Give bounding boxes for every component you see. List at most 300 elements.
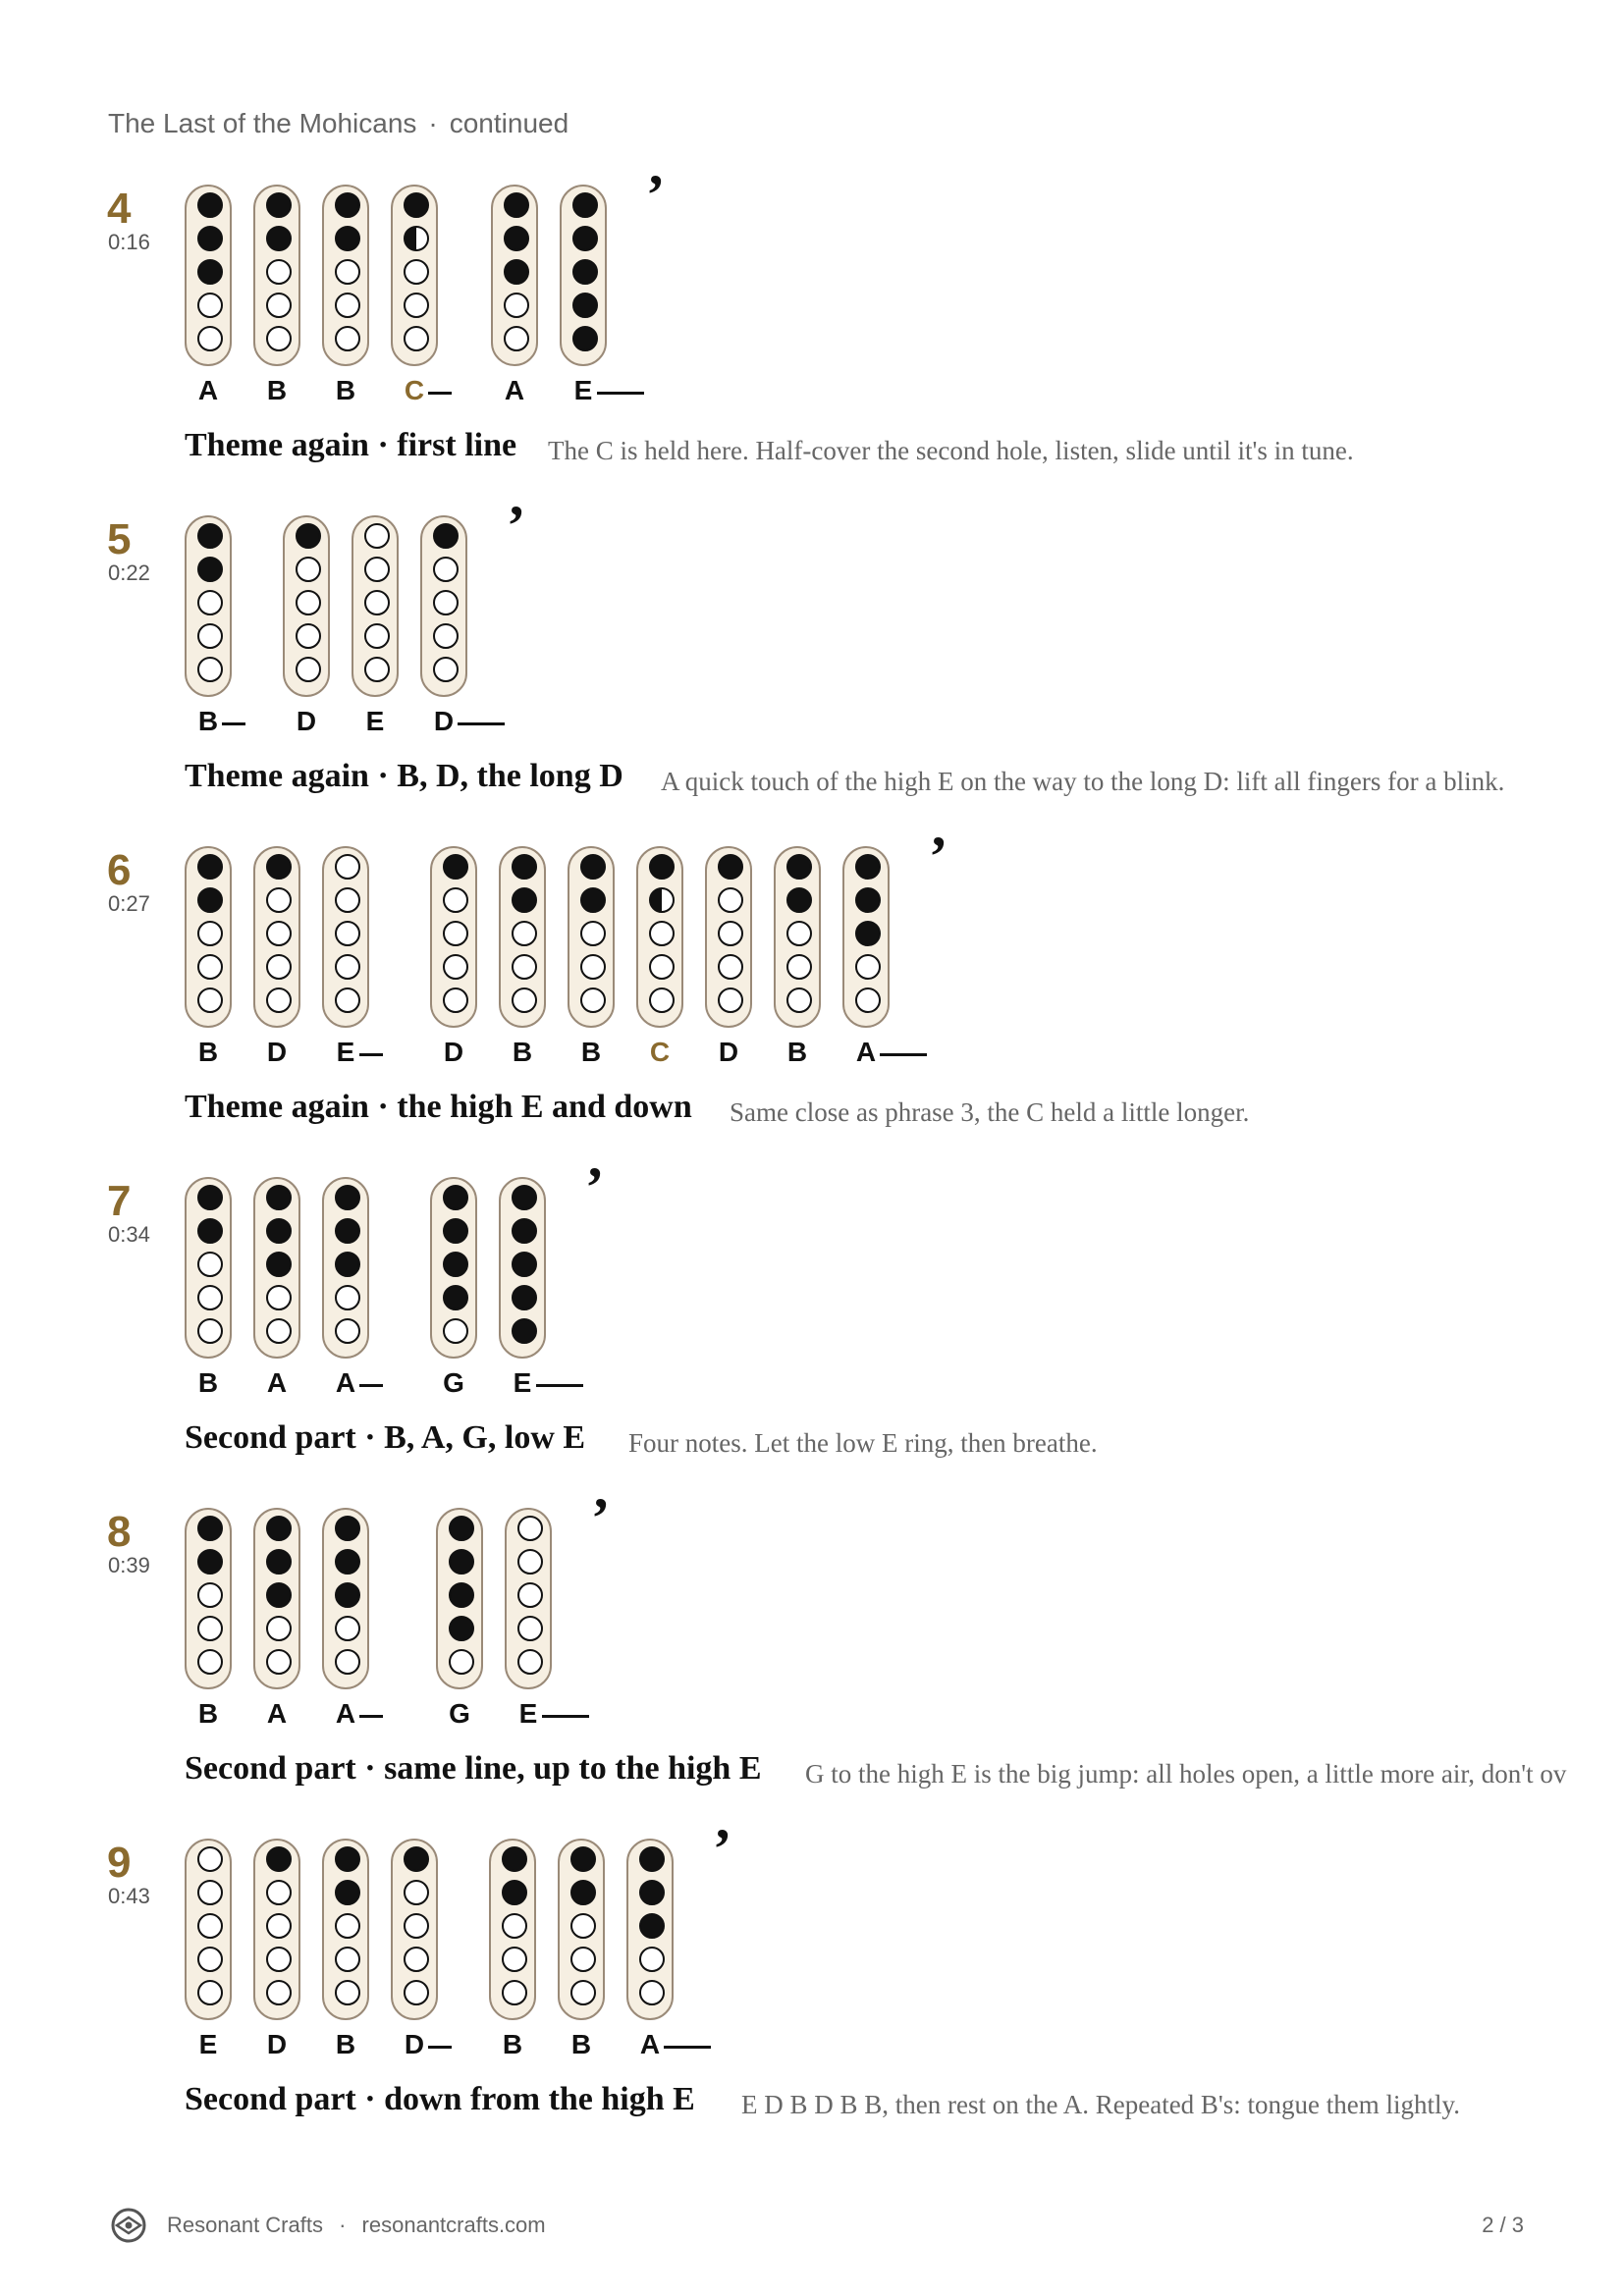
- open-hole-icon: [718, 988, 743, 1013]
- open-hole-icon: [404, 1913, 429, 1939]
- open-hole-icon: [718, 921, 743, 946]
- open-hole-icon: [855, 988, 881, 1013]
- phrase-time: 0:34: [108, 1222, 150, 1247]
- open-hole-icon: [404, 1947, 429, 1972]
- open-hole-icon: [197, 1846, 223, 1872]
- covered-hole-icon: [266, 1549, 292, 1575]
- note-label: D: [433, 706, 455, 736]
- phrase-7: [0, 1155, 1624, 1508]
- covered-hole-icon: [266, 1218, 292, 1244]
- open-hole-icon: [197, 1649, 223, 1675]
- open-hole-icon: [335, 887, 360, 913]
- covered-hole-icon: [786, 854, 812, 880]
- open-hole-icon: [512, 988, 537, 1013]
- fingering-chart: [322, 1508, 369, 1689]
- breath-mark-icon: ’: [646, 163, 666, 227]
- note-label: A: [639, 2029, 661, 2059]
- fingering-chart: [185, 846, 232, 1028]
- open-hole-icon: [512, 954, 537, 980]
- open-hole-icon: [266, 921, 292, 946]
- phrase-tip: E D B D B B, then rest on the A. Repeated B's: tongue them lightly.: [741, 2090, 1461, 2119]
- hold-line: [359, 1715, 383, 1718]
- breath-mark-icon: ’: [929, 825, 948, 888]
- covered-hole-icon: [335, 226, 360, 251]
- open-hole-icon: [266, 1980, 292, 2005]
- fingering-chart: [322, 1839, 369, 2020]
- covered-hole-icon: [572, 226, 598, 251]
- covered-hole-icon: [266, 854, 292, 880]
- fingering-chart: [391, 185, 438, 366]
- running-header: [108, 108, 568, 139]
- open-hole-icon: [443, 887, 468, 913]
- phrase-tip: Four notes. Let the low E ring, then breathe.: [628, 1428, 1098, 1458]
- note-label: B: [580, 1037, 602, 1067]
- covered-hole-icon: [572, 259, 598, 285]
- fingering-chart: [499, 846, 546, 1028]
- open-hole-icon: [364, 590, 390, 615]
- open-hole-icon: [335, 1285, 360, 1310]
- hold-line: [542, 1715, 589, 1718]
- covered-hole-icon: [335, 1846, 360, 1872]
- open-hole-icon: [296, 590, 321, 615]
- note-label: B: [197, 706, 219, 736]
- fingering-chart: [560, 185, 607, 366]
- covered-hole-icon: [335, 1218, 360, 1244]
- note-label: D: [266, 1037, 288, 1067]
- phrase-time: 0:39: [108, 1553, 150, 1577]
- covered-hole-icon: [433, 523, 459, 549]
- open-hole-icon: [335, 259, 360, 285]
- open-hole-icon: [443, 1318, 468, 1344]
- covered-hole-icon: [855, 854, 881, 880]
- fingering-chart: [185, 1177, 232, 1359]
- open-hole-icon: [449, 1649, 474, 1675]
- footer-site-link[interactable]: resonantcrafts.com: [361, 2213, 546, 2237]
- open-hole-icon: [266, 293, 292, 318]
- fingering-chart: [774, 846, 821, 1028]
- phrase-number: 4: [107, 185, 132, 233]
- phrase-number: 5: [107, 515, 132, 563]
- phrase-9: [0, 1817, 1624, 2169]
- covered-hole-icon: [335, 1516, 360, 1541]
- covered-hole-icon: [786, 887, 812, 913]
- covered-hole-icon: [197, 259, 223, 285]
- fingering-chart: [185, 1839, 232, 2020]
- covered-hole-icon: [449, 1616, 474, 1641]
- open-hole-icon: [335, 988, 360, 1013]
- covered-hole-icon: [335, 1582, 360, 1608]
- note-label: B: [335, 2029, 356, 2059]
- note-label: A: [266, 1367, 288, 1398]
- footer-separator: ·: [339, 2213, 347, 2237]
- open-hole-icon: [266, 1616, 292, 1641]
- open-hole-icon: [649, 988, 675, 1013]
- covered-hole-icon: [197, 887, 223, 913]
- phrase-time: 0:43: [108, 1884, 150, 1908]
- note-label: A: [855, 1037, 877, 1067]
- open-hole-icon: [335, 854, 360, 880]
- covered-hole-icon: [570, 1846, 596, 1872]
- open-hole-icon: [266, 326, 292, 351]
- phrase-tip: Same close as phrase 3, the C held a little longer.: [730, 1097, 1250, 1127]
- open-hole-icon: [855, 954, 881, 980]
- covered-hole-icon: [443, 1285, 468, 1310]
- open-hole-icon: [364, 623, 390, 649]
- open-hole-icon: [580, 988, 606, 1013]
- open-hole-icon: [517, 1649, 543, 1675]
- fingering-chart: [185, 1508, 232, 1689]
- open-hole-icon: [433, 590, 459, 615]
- open-hole-icon: [197, 1947, 223, 1972]
- covered-hole-icon: [649, 854, 675, 880]
- phrase-number: 8: [107, 1508, 132, 1556]
- hold-line: [880, 1053, 927, 1056]
- covered-hole-icon: [335, 192, 360, 218]
- page-number: 2 / 3: [1482, 2213, 1524, 2237]
- covered-hole-icon: [197, 1185, 223, 1210]
- open-hole-icon: [197, 954, 223, 980]
- open-hole-icon: [266, 988, 292, 1013]
- phrase-5: [0, 494, 1624, 846]
- open-hole-icon: [266, 1947, 292, 1972]
- open-hole-icon: [266, 259, 292, 285]
- fingering-chart: [322, 846, 369, 1028]
- phrase-title: Theme again · first line: [185, 427, 517, 463]
- covered-hole-icon: [443, 1185, 468, 1210]
- open-hole-icon: [296, 623, 321, 649]
- covered-hole-icon: [504, 192, 529, 218]
- open-hole-icon: [570, 1913, 596, 1939]
- covered-hole-icon: [197, 1549, 223, 1575]
- covered-hole-icon: [266, 226, 292, 251]
- hold-line: [428, 392, 452, 395]
- footer-brand: Resonant Crafts: [167, 2213, 323, 2237]
- resonant-crafts-logo-icon: [110, 2207, 147, 2244]
- covered-hole-icon: [404, 1846, 429, 1872]
- open-hole-icon: [580, 954, 606, 980]
- fingering-chart: [568, 846, 615, 1028]
- fingering-chart: [626, 1839, 674, 2020]
- open-hole-icon: [197, 921, 223, 946]
- note-label: A: [335, 1367, 356, 1398]
- fingering-chart: [489, 1839, 536, 2020]
- covered-hole-icon: [266, 1185, 292, 1210]
- covered-hole-icon: [572, 293, 598, 318]
- fingering-chart: [705, 846, 752, 1028]
- covered-hole-icon: [449, 1516, 474, 1541]
- open-hole-icon: [404, 326, 429, 351]
- fingering-chart: [436, 1508, 483, 1689]
- covered-hole-icon: [335, 1185, 360, 1210]
- note-label: B: [266, 375, 288, 405]
- open-hole-icon: [504, 326, 529, 351]
- note-label: A: [197, 375, 219, 405]
- open-hole-icon: [335, 293, 360, 318]
- note-label: D: [296, 706, 317, 736]
- covered-hole-icon: [512, 854, 537, 880]
- open-hole-icon: [266, 1285, 292, 1310]
- covered-hole-icon: [512, 1252, 537, 1277]
- covered-hole-icon: [266, 1252, 292, 1277]
- open-hole-icon: [197, 1285, 223, 1310]
- covered-hole-icon: [572, 192, 598, 218]
- open-hole-icon: [335, 954, 360, 980]
- open-hole-icon: [266, 1913, 292, 1939]
- half-covered-hole-icon: [404, 226, 429, 251]
- phrase-number: 7: [107, 1177, 132, 1225]
- half-covered-hole-icon: [649, 887, 675, 913]
- covered-hole-icon: [449, 1582, 474, 1608]
- open-hole-icon: [404, 1980, 429, 2005]
- hold-line: [458, 722, 505, 725]
- fingering-chart: [430, 846, 477, 1028]
- covered-hole-icon: [266, 192, 292, 218]
- fingering-chart: [505, 1508, 552, 1689]
- open-hole-icon: [443, 921, 468, 946]
- open-hole-icon: [296, 557, 321, 582]
- open-hole-icon: [517, 1582, 543, 1608]
- open-hole-icon: [197, 1616, 223, 1641]
- covered-hole-icon: [855, 887, 881, 913]
- covered-hole-icon: [197, 1218, 223, 1244]
- phrase-8: [0, 1486, 1624, 1839]
- covered-hole-icon: [266, 1516, 292, 1541]
- open-hole-icon: [512, 921, 537, 946]
- open-hole-icon: [197, 1913, 223, 1939]
- breath-mark-icon: ’: [507, 494, 526, 558]
- note-label: D: [718, 1037, 739, 1067]
- covered-hole-icon: [570, 1880, 596, 1905]
- hold-line: [536, 1384, 583, 1387]
- phrase-title: Second part · B, A, G, low E: [185, 1419, 586, 1456]
- note-label: G: [443, 1367, 464, 1398]
- fingering-chart: [322, 1177, 369, 1359]
- open-hole-icon: [364, 557, 390, 582]
- fingering-chart: [430, 1177, 477, 1359]
- open-hole-icon: [197, 1980, 223, 2005]
- note-label: B: [197, 1367, 219, 1398]
- phrase-number: 9: [107, 1839, 132, 1887]
- hold-line: [222, 722, 245, 725]
- open-hole-icon: [335, 1649, 360, 1675]
- open-hole-icon: [649, 921, 675, 946]
- note-label: E: [365, 706, 385, 736]
- note-label: E: [573, 375, 593, 405]
- note-label: D: [443, 1037, 464, 1067]
- open-hole-icon: [197, 988, 223, 1013]
- note-label: B: [197, 1698, 219, 1729]
- breath-mark-icon: ’: [591, 1486, 611, 1550]
- fingering-chart: [185, 515, 232, 697]
- note-label: B: [786, 1037, 808, 1067]
- open-hole-icon: [517, 1549, 543, 1575]
- hold-line: [664, 2046, 711, 2049]
- covered-hole-icon: [266, 1846, 292, 1872]
- open-hole-icon: [266, 1649, 292, 1675]
- phrase-time: 0:16: [108, 230, 150, 254]
- covered-hole-icon: [404, 192, 429, 218]
- covered-hole-icon: [639, 1880, 665, 1905]
- open-hole-icon: [517, 1516, 543, 1541]
- note-label: B: [570, 2029, 592, 2059]
- fingering-chart: [491, 185, 538, 366]
- open-hole-icon: [364, 523, 390, 549]
- open-hole-icon: [580, 921, 606, 946]
- covered-hole-icon: [197, 557, 223, 582]
- covered-hole-icon: [512, 1218, 537, 1244]
- note-label: C: [649, 1037, 671, 1067]
- open-hole-icon: [502, 1913, 527, 1939]
- open-hole-icon: [197, 293, 223, 318]
- note-label: A: [504, 375, 525, 405]
- covered-hole-icon: [197, 226, 223, 251]
- covered-hole-icon: [512, 1185, 537, 1210]
- covered-hole-icon: [266, 1582, 292, 1608]
- open-hole-icon: [404, 259, 429, 285]
- open-hole-icon: [786, 988, 812, 1013]
- covered-hole-icon: [197, 854, 223, 880]
- open-hole-icon: [197, 1252, 223, 1277]
- open-hole-icon: [639, 1980, 665, 2005]
- open-hole-icon: [718, 887, 743, 913]
- open-hole-icon: [639, 1947, 665, 1972]
- open-hole-icon: [335, 921, 360, 946]
- covered-hole-icon: [855, 921, 881, 946]
- note-label: C: [404, 375, 425, 405]
- open-hole-icon: [266, 887, 292, 913]
- open-hole-icon: [266, 954, 292, 980]
- open-hole-icon: [718, 954, 743, 980]
- note-label: E: [336, 1037, 355, 1067]
- hold-line: [359, 1053, 383, 1056]
- covered-hole-icon: [572, 326, 598, 351]
- fingering-chart: [842, 846, 890, 1028]
- phrase-title: Theme again · the high E and down: [185, 1089, 692, 1125]
- open-hole-icon: [335, 1913, 360, 1939]
- covered-hole-icon: [443, 1252, 468, 1277]
- open-hole-icon: [197, 1880, 223, 1905]
- note-label: E: [198, 2029, 218, 2059]
- header-separator: ·: [428, 108, 438, 138]
- fingering-chart: [185, 185, 232, 366]
- open-hole-icon: [433, 557, 459, 582]
- note-label: A: [266, 1698, 288, 1729]
- open-hole-icon: [335, 1980, 360, 2005]
- open-hole-icon: [335, 1616, 360, 1641]
- phrase-6: [0, 825, 1624, 1177]
- phrase-number: 6: [107, 846, 132, 894]
- covered-hole-icon: [512, 1318, 537, 1344]
- open-hole-icon: [197, 657, 223, 682]
- open-hole-icon: [570, 1947, 596, 1972]
- phrase-time: 0:27: [108, 891, 150, 916]
- note-label: D: [266, 2029, 288, 2059]
- open-hole-icon: [502, 1947, 527, 1972]
- note-label: B: [335, 375, 356, 405]
- covered-hole-icon: [296, 523, 321, 549]
- header-title: The Last of the Mohicans: [108, 108, 417, 138]
- note-label: B: [512, 1037, 533, 1067]
- phrase-tip: A quick touch of the high E on the way to the long D: lift all fingers for a blink.: [661, 767, 1505, 796]
- covered-hole-icon: [335, 1252, 360, 1277]
- covered-hole-icon: [504, 259, 529, 285]
- fingering-chart: [558, 1839, 605, 2020]
- open-hole-icon: [335, 1318, 360, 1344]
- open-hole-icon: [504, 293, 529, 318]
- note-label: B: [502, 2029, 523, 2059]
- covered-hole-icon: [580, 854, 606, 880]
- open-hole-icon: [570, 1980, 596, 2005]
- open-hole-icon: [197, 623, 223, 649]
- fingering-chart: [322, 185, 369, 366]
- fingering-chart: [636, 846, 683, 1028]
- open-hole-icon: [433, 657, 459, 682]
- covered-hole-icon: [443, 1218, 468, 1244]
- fingering-chart: [391, 1839, 438, 2020]
- hold-line: [428, 2046, 452, 2049]
- open-hole-icon: [296, 657, 321, 682]
- open-hole-icon: [786, 921, 812, 946]
- fingering-chart: [499, 1177, 546, 1359]
- covered-hole-icon: [502, 1846, 527, 1872]
- header-suffix: continued: [449, 108, 569, 138]
- phrase-time: 0:22: [108, 561, 150, 585]
- breath-mark-icon: ’: [585, 1155, 605, 1219]
- phrase-tip: G to the high E is the big jump: all holes open, a little more air, don't ov: [805, 1759, 1567, 1789]
- phrase-title: Second part · down from the high E: [185, 2081, 695, 2117]
- open-hole-icon: [197, 590, 223, 615]
- open-hole-icon: [197, 1582, 223, 1608]
- open-hole-icon: [502, 1980, 527, 2005]
- covered-hole-icon: [335, 1549, 360, 1575]
- open-hole-icon: [197, 1318, 223, 1344]
- fingering-chart: [283, 515, 330, 697]
- covered-hole-icon: [197, 523, 223, 549]
- open-hole-icon: [404, 293, 429, 318]
- hold-line: [597, 392, 644, 395]
- open-hole-icon: [649, 954, 675, 980]
- covered-hole-icon: [449, 1549, 474, 1575]
- note-label: E: [518, 1698, 538, 1729]
- open-hole-icon: [443, 954, 468, 980]
- fingering-chart: [253, 185, 300, 366]
- open-hole-icon: [266, 1318, 292, 1344]
- covered-hole-icon: [502, 1880, 527, 1905]
- note-label: B: [197, 1037, 219, 1067]
- covered-hole-icon: [443, 854, 468, 880]
- covered-hole-icon: [197, 1516, 223, 1541]
- fingering-chart: [253, 1508, 300, 1689]
- open-hole-icon: [266, 1880, 292, 1905]
- breath-mark-icon: ’: [713, 1817, 732, 1881]
- note-label: G: [449, 1698, 470, 1729]
- covered-hole-icon: [639, 1846, 665, 1872]
- open-hole-icon: [443, 988, 468, 1013]
- covered-hole-icon: [512, 1285, 537, 1310]
- covered-hole-icon: [639, 1913, 665, 1939]
- open-hole-icon: [517, 1616, 543, 1641]
- fingering-chart: [420, 515, 467, 697]
- phrase-title: Theme again · B, D, the long D: [185, 758, 623, 794]
- page-footer: [110, 2205, 1524, 2244]
- open-hole-icon: [404, 1880, 429, 1905]
- covered-hole-icon: [580, 887, 606, 913]
- open-hole-icon: [335, 1947, 360, 1972]
- open-hole-icon: [786, 954, 812, 980]
- fingering-chart: [253, 1839, 300, 2020]
- fingering-chart: [253, 1177, 300, 1359]
- note-label: A: [335, 1698, 356, 1729]
